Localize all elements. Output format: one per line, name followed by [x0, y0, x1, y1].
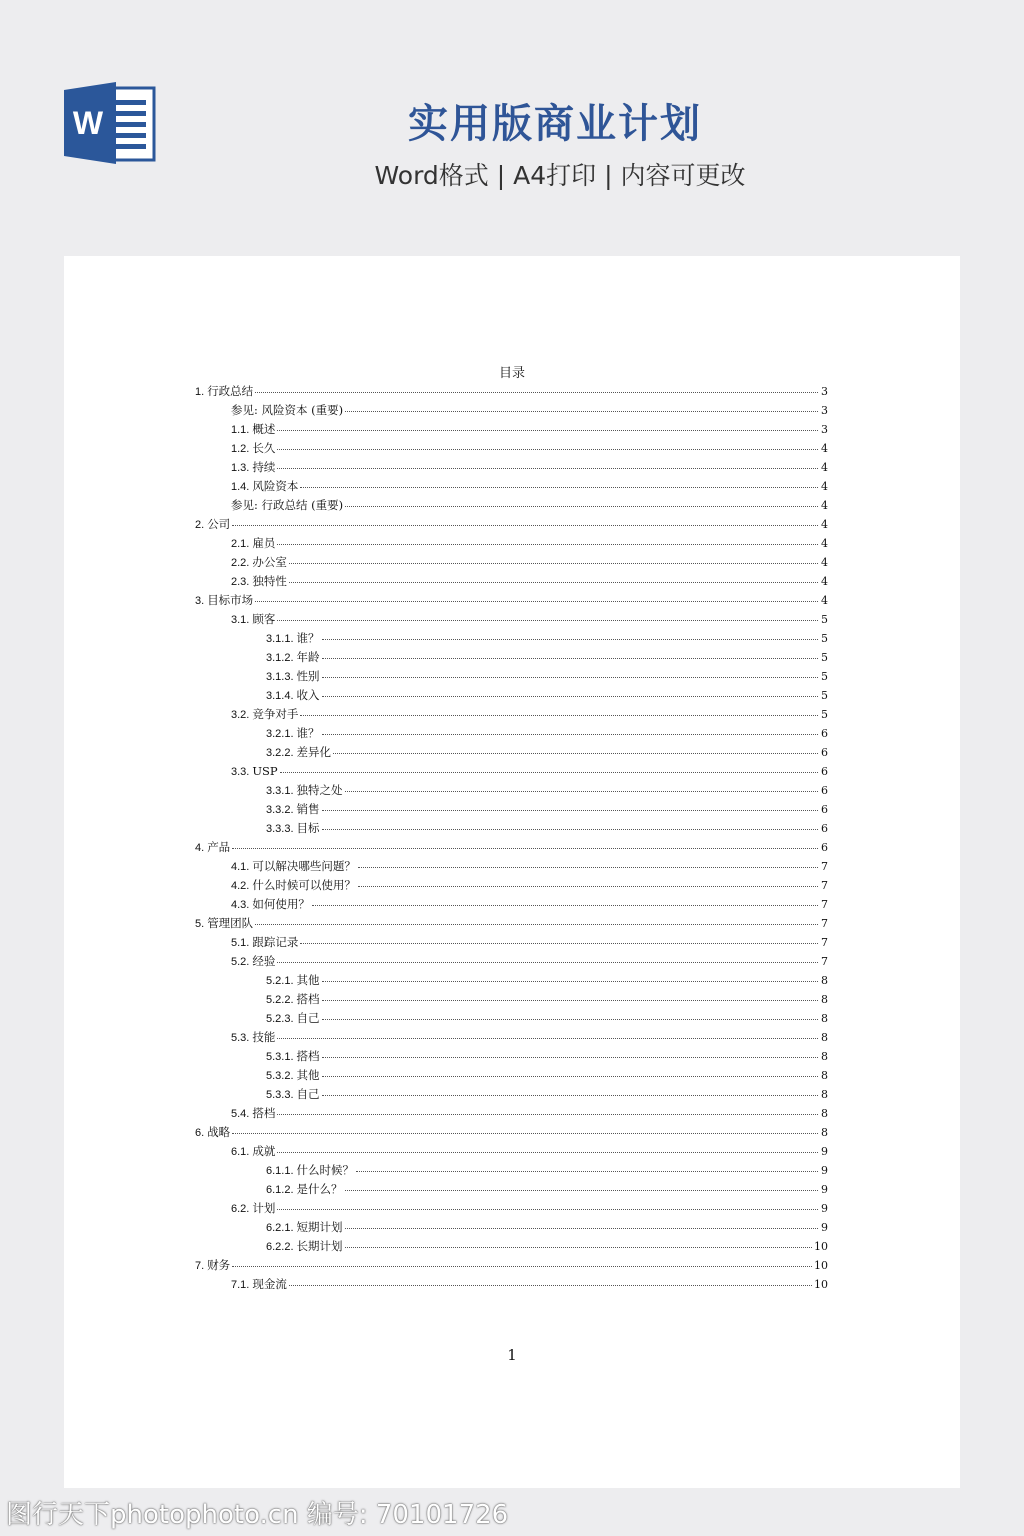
toc-entry-page: 8 [821, 1069, 828, 1082]
toc-dot-leader [345, 399, 818, 412]
toc-dot-leader [358, 855, 818, 868]
table-of-contents [195, 382, 828, 1294]
toc-entry-title: 搭档 [252, 1106, 276, 1120]
word-icon [64, 82, 156, 164]
toc-dot-leader [345, 1216, 818, 1229]
toc-entry-number: 5.2.2. [266, 994, 294, 1006]
toc-entry-title: 财务 [207, 1258, 231, 1272]
toc-dot-leader [345, 1178, 818, 1191]
toc-entry-page: 4 [821, 594, 828, 607]
toc-entry-page: 10 [814, 1259, 828, 1272]
toc-entry-title: 目标市场 [207, 593, 254, 607]
toc-entry-number: 4.1. [231, 861, 250, 873]
toc-entry-number: 6.2.1. [266, 1222, 294, 1234]
toc-entry-page: 7 [821, 955, 828, 968]
toc-entry-page: 8 [821, 1012, 828, 1025]
toc-dot-leader [277, 418, 818, 431]
toc-dot-leader [277, 1140, 818, 1153]
toc-dot-leader [232, 513, 818, 526]
toc-dot-leader [255, 912, 818, 925]
toc-dot-leader [345, 494, 818, 507]
toc-entry-number: 2. [195, 519, 205, 531]
toc-entry-number: 1.3. [231, 462, 250, 474]
toc-entry-page: 3 [821, 404, 828, 417]
toc-entry-page: 8 [821, 1031, 828, 1044]
toc-entry-number: 5.3.3. [266, 1089, 294, 1101]
toc-entry-page: 4 [821, 518, 828, 531]
toc-entry-title: 其他 [296, 1068, 320, 1082]
toc-dot-leader [277, 1102, 818, 1115]
toc-entry-title: 技能 [252, 1030, 276, 1044]
toc-dot-leader [255, 380, 818, 393]
toc-entry-title: 自己 [296, 1011, 320, 1025]
toc-entry-title: 参见: 风险资本 (重要) [231, 403, 344, 417]
toc-dot-leader [356, 1159, 818, 1172]
toc-entry-page: 9 [821, 1221, 828, 1234]
toc-entry-number: 5.3.1. [266, 1051, 294, 1063]
toc-dot-leader [333, 741, 818, 754]
toc-entry-number: 4. [195, 842, 205, 854]
toc-entry-number: 5. [195, 918, 205, 930]
toc-dot-leader [358, 874, 818, 887]
toc-entry-page: 8 [821, 993, 828, 1006]
toc-entry-number: 1.4. [231, 481, 250, 493]
toc-dot-leader [322, 665, 818, 678]
toc-dot-leader [322, 798, 818, 811]
toc-entry-number: 3.3.3. [266, 823, 294, 835]
toc-dot-leader [322, 1007, 818, 1020]
toc-entry-page: 4 [821, 480, 828, 493]
toc-entry-page: 7 [821, 879, 828, 892]
toc-entry-number: 5.1. [231, 937, 250, 949]
toc-dot-leader [277, 1026, 818, 1039]
toc-dot-leader [277, 950, 818, 963]
toc-entry-title: 年龄 [296, 650, 320, 664]
toc-entry-page: 7 [821, 936, 828, 949]
toc-entry-number: 3.1.1. [266, 633, 294, 645]
toc-entry-number: 2.1. [231, 538, 250, 550]
toc-entry-number: 6.2. [231, 1203, 250, 1215]
toc-entry-number: 6.1. [231, 1146, 250, 1158]
toc-entry-number: 3.2. [231, 709, 250, 721]
toc-entry-title: 性别 [296, 669, 320, 683]
toc-dot-leader [322, 1064, 818, 1077]
toc-entry-title: 行政总结 [207, 384, 254, 398]
toc-entry-title: 什么时候可以使用？ [252, 878, 356, 892]
toc-entry-number: 6.2.2. [266, 1241, 294, 1253]
toc-entry-page: 4 [821, 575, 828, 588]
toc-entry-page: 3 [821, 423, 828, 436]
toc-entry-page: 6 [821, 784, 828, 797]
toc-entry-title: 短期计划 [296, 1220, 343, 1234]
toc-entry-number: 3.3.1. [266, 785, 294, 797]
toc-dot-leader [300, 931, 818, 944]
toc-entry-number: 3. [195, 595, 205, 607]
toc-dot-leader [322, 722, 818, 735]
toc-entry-title: 销售 [296, 802, 320, 816]
toc-entry-title: 是什么？ [296, 1182, 343, 1196]
toc-dot-leader [277, 437, 818, 450]
toc-entry-number: 3.2.1. [266, 728, 294, 740]
toc-entry-number: 3.1. [231, 614, 250, 626]
toc-entry-title: 收入 [296, 688, 320, 702]
toc-entry-page: 5 [821, 651, 828, 664]
toc-entry-title: 跟踪记录 [252, 935, 299, 949]
toc-entry-page: 7 [821, 898, 828, 911]
toc-dot-leader [277, 456, 818, 469]
toc-entry-page: 6 [821, 803, 828, 816]
toc-dot-leader [322, 1083, 818, 1096]
toc-dot-leader [277, 608, 818, 621]
toc-entry-number: 4.2. [231, 880, 250, 892]
toc-dot-leader [300, 475, 818, 488]
toc-entry-title: 持续 [252, 460, 276, 474]
toc-dot-leader [232, 1254, 812, 1267]
toc-entry-page: 9 [821, 1202, 828, 1215]
toc-entry-page: 10 [814, 1278, 828, 1291]
toc-entry-page: 5 [821, 689, 828, 702]
toc-dot-leader [345, 1235, 812, 1248]
toc-entry-title: 独特之处 [296, 783, 343, 797]
word-logo-letter: W [72, 105, 104, 141]
toc-entry-number: 5.4. [231, 1108, 250, 1120]
toc-entry-title: 长久 [252, 441, 276, 455]
toc-dot-leader [289, 1273, 812, 1286]
toc-entry-page: 8 [821, 974, 828, 987]
toc-entry-title: 目标 [296, 821, 320, 835]
toc-entry-page: 6 [821, 746, 828, 759]
page-title: 实用版商业计划 [408, 101, 702, 147]
toc-entry-page: 5 [821, 613, 828, 626]
toc-entry-number: 7. [195, 1260, 205, 1272]
toc-entry-title: 战略 [207, 1125, 231, 1139]
toc-entry-number: 6.1.1. [266, 1165, 294, 1177]
toc-entry-title: 办公室 [252, 555, 287, 569]
toc-entry-page: 8 [821, 1050, 828, 1063]
toc-entry-title: 现金流 [252, 1277, 287, 1291]
toc-heading: 目录 [498, 366, 525, 381]
toc-entry-title: 竞争对手 [252, 707, 299, 721]
toc-entry-title: 参见: 行政总结 (重要) [231, 498, 344, 512]
toc-dot-leader [300, 703, 818, 716]
toc-entry-number: 1. [195, 386, 205, 398]
toc-entry-number: 5.3.2. [266, 1070, 294, 1082]
toc-dot-leader [322, 988, 818, 1001]
document-page [64, 256, 960, 1488]
toc-entry-title: 自己 [296, 1087, 320, 1101]
toc-entry-title: 风险资本 [252, 479, 299, 493]
toc-entry-title: 计划 [252, 1201, 276, 1215]
toc-entry-title: 管理团队 [207, 916, 254, 930]
toc-entry-number: 3.1.4. [266, 690, 294, 702]
toc-entry-page: 4 [821, 556, 828, 569]
toc-entry-number: 3.1.3. [266, 671, 294, 683]
toc-entry-number: 4.3. [231, 899, 250, 911]
toc-entry-title: 可以解决哪些问题？ [252, 859, 356, 873]
toc-dot-leader [322, 684, 818, 697]
toc-dot-leader [322, 627, 818, 640]
toc-entry-number: 6. [195, 1127, 205, 1139]
toc-entry-page: 5 [821, 708, 828, 721]
page-number: 1 [507, 1346, 517, 1364]
toc-entry-number: 2.3. [231, 576, 250, 588]
toc-entry-title: 独特性 [252, 574, 287, 588]
toc-entry-title: 谁？ [296, 631, 320, 645]
toc-entry-page: 6 [821, 822, 828, 835]
toc-entry-page: 3 [821, 385, 828, 398]
toc-entry-title: 公司 [207, 517, 231, 531]
toc-entry-page: 8 [821, 1088, 828, 1101]
toc-entry-number: 5.2.3. [266, 1013, 294, 1025]
toc-entry-number: 3.3. [231, 766, 250, 778]
toc-entry-page: 9 [821, 1183, 828, 1196]
toc-dot-leader [232, 836, 818, 849]
toc-dot-leader [232, 1121, 818, 1134]
toc-entry-title: 经验 [252, 954, 276, 968]
toc-entry-number: 3.3.2. [266, 804, 294, 816]
toc-entry-title: 如何使用？ [252, 897, 310, 911]
toc-entry-number: 3.2.2. [266, 747, 294, 759]
toc-entry-page: 6 [821, 765, 828, 778]
toc-dot-leader [312, 893, 818, 906]
toc-entry-page: 6 [821, 841, 828, 854]
toc-dot-leader [289, 570, 818, 583]
toc-entry-title: 谁？ [296, 726, 320, 740]
toc-entry-number: 1.2. [231, 443, 250, 455]
toc-entry-title: 成就 [252, 1144, 276, 1158]
toc-entry-page: 4 [821, 461, 828, 474]
toc-entry-page: 8 [821, 1126, 828, 1139]
toc-entry-title: 差异化 [296, 745, 332, 759]
toc-entry-page: 9 [821, 1164, 828, 1177]
toc-entry-title: 搭档 [296, 1049, 320, 1063]
toc-dot-leader [277, 532, 818, 545]
toc-entry-page: 8 [821, 1107, 828, 1120]
toc-dot-leader [322, 969, 818, 982]
toc-entry-number: 5.2.1. [266, 975, 294, 987]
toc-dot-leader [255, 589, 818, 602]
toc-dot-leader [322, 817, 818, 830]
toc-entry-number: 5.2. [231, 956, 250, 968]
toc-dot-leader [280, 760, 818, 773]
toc-entry-title: 顾客 [252, 612, 276, 626]
toc-entry-title: 长期计划 [296, 1239, 343, 1253]
toc-entry-page: 9 [821, 1145, 828, 1158]
toc-entry-number: 5.3. [231, 1032, 250, 1044]
toc-entry-number: 1.1. [231, 424, 250, 436]
toc-dot-leader [322, 646, 818, 659]
toc-dot-leader [345, 779, 818, 792]
watermark: 图行天下photophoto.cn 编号: 70101726 [6, 1500, 509, 1530]
toc-entry-number: 6.1.2. [266, 1184, 294, 1196]
toc-entry-title: 产品 [207, 840, 231, 854]
toc-entry-title: USP [252, 764, 278, 778]
toc-entry-title: 搭档 [296, 992, 320, 1006]
toc-entry-page: 4 [821, 499, 828, 512]
toc-entry-title: 雇员 [252, 536, 276, 550]
toc-entry-number: 2.2. [231, 557, 250, 569]
toc-entry-page: 10 [814, 1240, 828, 1253]
toc-entry-title: 其他 [296, 973, 320, 987]
toc-entry-number: 7.1. [231, 1279, 250, 1291]
toc-entry-page: 6 [821, 727, 828, 740]
toc-entry-page: 7 [821, 860, 828, 873]
toc-dot-leader [322, 1045, 818, 1058]
toc-dot-leader [289, 551, 818, 564]
toc-entry-page: 4 [821, 442, 828, 455]
toc-dot-leader [277, 1197, 818, 1210]
toc-entry-page: 7 [821, 917, 828, 930]
page-subtitle: Word格式 | A4打印 | 内容可更改 [374, 161, 746, 190]
toc-entry-page: 5 [821, 632, 828, 645]
toc-entry-title: 概述 [252, 422, 276, 436]
toc-entry-page: 4 [821, 537, 828, 550]
toc-entry-page: 5 [821, 670, 828, 683]
toc-entry-number: 3.1.2. [266, 652, 294, 664]
toc-entry[interactable] [195, 1275, 828, 1294]
toc-entry-title: 什么时候？ [296, 1163, 355, 1177]
